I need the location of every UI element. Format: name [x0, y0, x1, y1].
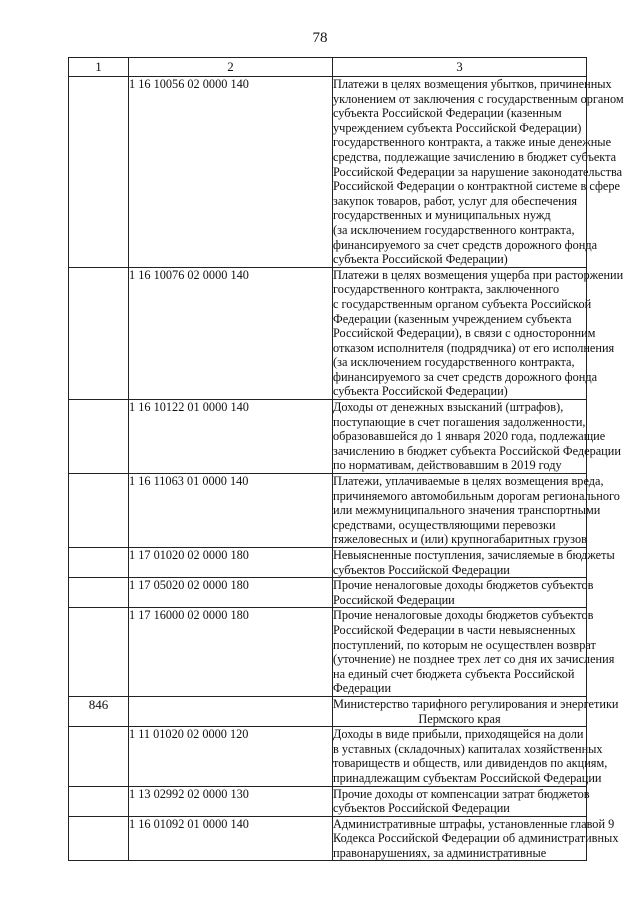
description-line: отказом исполнителя (подрядчика) от его исполнения — [333, 340, 615, 355]
budget-classification-table — [68, 57, 624, 861]
description-line: государственного контракта, заключенного — [333, 282, 560, 297]
description-line: (уточнение) не позднее трех лет со дня их зачисления — [333, 652, 615, 667]
description-line: государственных и муниципальных нужд — [333, 208, 551, 223]
description-line: финансируемого за счет средств дорожного фонда — [333, 237, 598, 252]
description-cell — [333, 578, 594, 608]
table-row — [69, 548, 587, 578]
description-line: Прочие неналоговые доходы бюджетов субъектов — [333, 608, 594, 623]
description-cell — [333, 400, 621, 474]
description-cell — [333, 77, 624, 268]
table-row — [69, 267, 587, 399]
description-line: товариществ и обществ, или дивидендов по акциям, — [333, 756, 608, 771]
description-line: субъекта Российской Федерации (казенным — [333, 106, 562, 121]
description-cell — [333, 608, 615, 697]
table-row — [69, 474, 587, 548]
table-header-row — [69, 58, 587, 77]
description-line: Российской Федерации), в связи с односторонним — [333, 326, 596, 341]
revenue-code-cell: 1 16 11063 01 0000 140 — [129, 474, 333, 548]
description-line: Российской Федерации о контрактной системе в сфере — [333, 179, 620, 194]
revenue-code-cell: 1 16 01092 01 0000 140 — [129, 816, 333, 861]
description-line: образовавшейся до 1 января 2020 года, подлежащие — [333, 429, 606, 444]
description-line: субъектов Российской Федерации — [333, 562, 510, 577]
description-line: Российской Федерации — [333, 592, 455, 607]
admin-code-cell — [69, 474, 129, 548]
admin-code-cell — [69, 548, 129, 578]
admin-code-cell — [69, 608, 129, 697]
description-line: причиняемого автомобильным дорогам регионального — [333, 488, 620, 503]
description-line: Министерство тарифного регулирования и энергетики — [333, 696, 619, 711]
description-line: средства, подлежащие зачислению в бюджет субъекта — [333, 149, 617, 164]
table-row — [69, 816, 587, 861]
admin-code-cell — [69, 400, 129, 474]
description-line: Кодекса Российской Федерации об административных — [333, 831, 619, 846]
description-line: субъектов Российской Федерации — [333, 801, 510, 816]
table-row — [69, 608, 587, 697]
admin-code-cell — [69, 727, 129, 786]
admin-code-cell — [69, 786, 129, 816]
description-line: (за исключением государственного контракта, — [333, 222, 575, 237]
description-line: на единый счет бюджета субъекта Российской — [333, 666, 575, 681]
revenue-code-cell: 1 17 16000 02 0000 180 — [129, 608, 333, 697]
description-line: поступающие в счет погашения задолженности, — [333, 414, 586, 429]
description-cell — [333, 548, 615, 578]
revenue-code-cell: 1 17 05020 02 0000 180 — [129, 578, 333, 608]
description-line: государственного контракта, а также иные денежные — [333, 135, 612, 150]
description-line: Пермского края — [418, 711, 501, 726]
revenue-code-cell: 1 16 10076 02 0000 140 — [129, 267, 333, 399]
description-line: Прочие неналоговые доходы бюджетов субъектов — [333, 578, 594, 593]
description-line: тяжеловесных и (или) крупногабаритных грузов — [333, 532, 587, 547]
description-line: по нормативам, действовавшим в 2019 году — [333, 458, 562, 473]
revenue-code-cell — [129, 696, 333, 726]
description-line: уклонением от заключения с государственным органом — [333, 91, 624, 106]
column-header-2: 2 — [129, 58, 333, 77]
description-cell — [333, 696, 619, 726]
revenue-code-cell: 1 11 01020 02 0000 120 — [129, 727, 333, 786]
table-row — [69, 696, 587, 726]
description-line: Федерации (казенным учреждением субъекта — [333, 311, 572, 326]
revenue-code-cell: 1 13 02992 02 0000 130 — [129, 786, 333, 816]
description-line: субъекта Российской Федерации) — [333, 252, 508, 267]
column-header-1: 1 — [69, 58, 129, 77]
description-line: принадлежащим субъектам Российской Федерации — [333, 770, 602, 785]
revenue-code-cell: 1 17 01020 02 0000 180 — [129, 548, 333, 578]
description-cell — [333, 816, 619, 861]
description-line: Платежи в целях возмещения ущерба при расторжении — [333, 267, 624, 282]
table-row — [69, 578, 587, 608]
table-row — [69, 400, 587, 474]
description-line: Платежи, уплачиваемые в целях возмещения вреда, — [333, 474, 604, 489]
page-number: 78 — [312, 30, 328, 46]
description-line: Невыясненные поступления, зачисляемые в бюджеты — [333, 548, 615, 562]
description-line: Российской Федерации в части невыясненных — [333, 622, 576, 637]
revenue-code-cell: 1 16 10122 01 0000 140 — [129, 400, 333, 474]
admin-code-cell: 846 — [69, 696, 129, 726]
description-line: Платежи в целях возмещения убытков, причиненных — [333, 77, 612, 91]
description-line: с государственным органом субъекта Российской — [333, 296, 592, 311]
description-line: учреждением субъекта Российской Федерации) — [333, 120, 582, 135]
description-line: субъекта Российской Федерации) — [333, 384, 508, 399]
description-line: Российской Федерации за нарушение законодательства — [333, 164, 623, 179]
revenue-code-cell: 1 16 10056 02 0000 140 — [129, 77, 333, 268]
table-row — [69, 786, 587, 816]
description-cell — [333, 727, 608, 786]
table-row — [69, 727, 587, 786]
description-line: зачислению в бюджет субъекта Российской Федерации — [333, 443, 621, 458]
description-line: поступлений, по которым не осуществлен возврат — [333, 637, 596, 652]
description-line: (за исключением государственного контракта, — [333, 355, 575, 370]
table-row — [69, 77, 587, 268]
description-line: средствами, осуществляющими перевозки — [333, 517, 556, 532]
description-line: финансируемого за счет средств дорожного фонда — [333, 369, 598, 384]
description-line: или межмуниципального значения транспортными — [333, 503, 601, 518]
description-line: Доходы от денежных взысканий (штрафов), — [333, 400, 564, 415]
description-line: в уставных (складочных) капиталах хозяйственных — [333, 741, 603, 756]
column-header-3: 3 — [333, 58, 587, 77]
admin-code-cell — [69, 816, 129, 861]
description-line: Доходы в виде прибыли, приходящейся на доли — [333, 727, 584, 742]
admin-code-cell — [69, 578, 129, 608]
table-body — [69, 77, 624, 861]
description-line: закупок товаров, работ, услуг для обеспечения — [333, 193, 577, 208]
description-line: правонарушениях, за административные — [333, 845, 547, 860]
description-cell — [333, 474, 620, 548]
admin-code-cell — [69, 77, 129, 268]
description-line: Административные штрафы, установленные главой 9 — [333, 816, 615, 831]
description-line: Федерации — [333, 681, 392, 696]
description-line: Прочие доходы от компенсации затрат бюджетов — [333, 786, 590, 801]
admin-code-cell — [69, 267, 129, 399]
description-cell — [333, 786, 590, 816]
description-cell — [333, 267, 624, 399]
